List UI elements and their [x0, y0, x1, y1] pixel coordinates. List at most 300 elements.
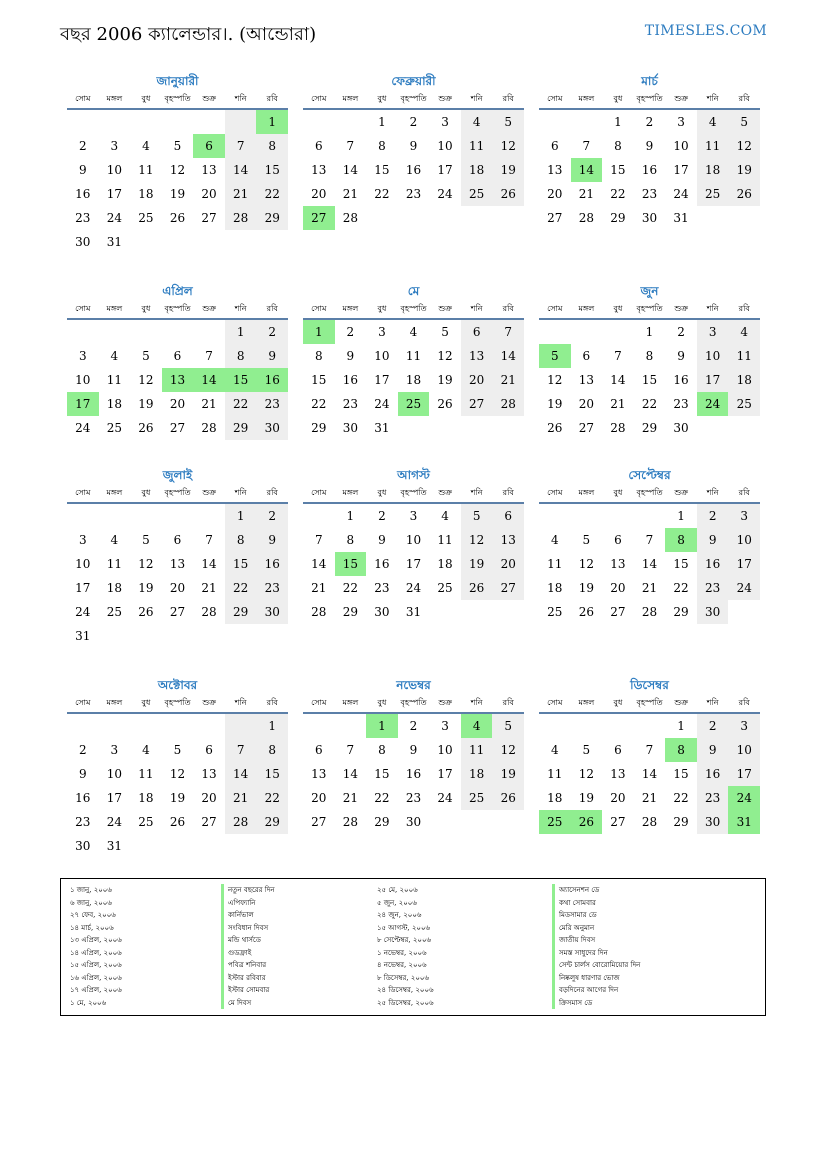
day-cell: 2	[409, 115, 418, 129]
empty-cell	[634, 714, 666, 738]
weekday-label: শুক্র	[438, 487, 452, 497]
day-cell: 20	[201, 187, 217, 201]
legend-entry: ১৪ মার্চ, ২০০৬	[70, 923, 114, 932]
weekday-label: বৃহস্পতি	[636, 487, 663, 497]
day-cell: 21	[492, 368, 524, 392]
day-cell: 26	[169, 815, 186, 829]
legend-dates-col2	[377, 884, 434, 1009]
weekday-label: সোম	[547, 697, 563, 707]
legend-entry: ২৫ ডিসেম্বর, ২০০৬	[377, 998, 434, 1007]
empty-cell	[162, 230, 194, 254]
day-cell: 8	[614, 139, 622, 153]
day-cell: 1	[378, 115, 386, 129]
day-cell: 9	[645, 139, 654, 153]
weekday-label: বৃহস্পতি	[164, 93, 191, 103]
day-cell: 13	[547, 163, 563, 177]
day-cell: 21	[641, 791, 658, 805]
day-cell: 18	[106, 581, 122, 595]
day-cell: 15	[374, 767, 390, 781]
day-cell: 29	[641, 421, 658, 435]
empty-cell	[492, 600, 524, 624]
day-cell: 19	[169, 791, 186, 805]
day-cell: 4	[441, 509, 449, 523]
weekday-label: শুক্র	[438, 303, 452, 313]
weekday-label: বুধ	[377, 93, 387, 103]
empty-cell	[539, 320, 571, 344]
empty-cell	[335, 110, 367, 134]
weekday-label: সোম	[311, 697, 327, 707]
legend-entry: ১৫ আগস্ট, ২০০৬	[377, 923, 431, 932]
legend-entry: ২৭ ফেব, ২০০৬	[70, 911, 116, 919]
legend-entry: মিডসামার ডে	[552, 909, 640, 922]
day-cell: 14	[641, 557, 658, 571]
weekday-label: বৃহস্পতি	[164, 303, 191, 313]
empty-cell	[571, 110, 603, 134]
day-cell: 7	[346, 743, 355, 757]
day-cell: 3	[110, 743, 119, 757]
empty-cell	[130, 504, 162, 528]
weekday-label: সোম	[547, 93, 563, 103]
day-cell: 6	[492, 504, 524, 528]
day-cell: 20	[492, 552, 524, 576]
day-cell: 4	[142, 743, 150, 757]
weekday-label: শনি	[470, 303, 483, 313]
day-cell: 7	[205, 349, 213, 363]
weekday-header	[67, 90, 288, 110]
day-cell: 30	[256, 416, 288, 440]
day-cell: 21	[225, 786, 257, 810]
weekday-label: শনি	[234, 697, 247, 707]
day-cell: 30	[673, 421, 689, 435]
day-cell: 5	[492, 714, 524, 738]
weekday-label: মঙ্গল	[578, 697, 595, 707]
month-12	[539, 676, 760, 834]
empty-cell	[602, 504, 634, 528]
day-cell: 14	[311, 557, 327, 571]
day-cell: 28	[342, 211, 358, 225]
empty-cell	[67, 320, 99, 344]
day-cell: 26	[547, 421, 563, 435]
legend-entry: নতুন বছরের দিন	[221, 884, 275, 897]
weekday-header	[539, 300, 760, 320]
holiday-legend	[60, 878, 766, 1016]
day-cell: 23	[405, 187, 422, 201]
day-cell: 24	[697, 392, 729, 416]
day-cell: 9	[697, 738, 729, 762]
day-cell: 24	[437, 187, 453, 201]
day-cell: 25	[398, 392, 430, 416]
legend-entry: ৮ ডিসেম্বর, ২০০৬	[377, 973, 429, 982]
empty-cell	[303, 714, 335, 738]
day-cell: 6	[614, 533, 622, 547]
day-cell: 23	[697, 786, 729, 810]
day-cell: 11	[138, 767, 154, 781]
day-cell: 12	[728, 134, 760, 158]
empty-cell	[256, 834, 288, 858]
day-cell: 27	[303, 206, 335, 230]
month-11	[303, 676, 524, 834]
day-cell: 10	[437, 139, 453, 153]
day-cell: 27	[547, 211, 563, 225]
day-cell: 30	[342, 421, 358, 435]
day-cell: 6	[550, 139, 559, 153]
day-cell: 5	[142, 349, 150, 363]
day-cell: 3	[728, 504, 760, 528]
day-cell: 29	[342, 605, 358, 619]
day-cell: 19	[547, 397, 563, 411]
day-cell: 17	[405, 557, 422, 571]
empty-cell	[429, 810, 461, 834]
day-cell: 16	[405, 767, 422, 781]
day-cell: 22	[311, 397, 327, 411]
day-cell: 25	[461, 786, 493, 810]
month-4	[67, 282, 288, 440]
empty-cell	[162, 834, 194, 858]
day-cell: 13	[201, 163, 217, 177]
day-cell: 19	[437, 373, 453, 387]
weekday-label: বৃহস্পতি	[400, 487, 427, 497]
empty-cell	[162, 504, 194, 528]
day-cell: 9	[346, 349, 355, 363]
empty-cell	[728, 600, 760, 624]
day-cell: 24	[106, 211, 122, 225]
legend-entry: ১৬ এপ্রিল, ২০০৬	[70, 973, 122, 982]
day-cell: 31	[75, 629, 91, 643]
weekday-label: শুক্র	[674, 697, 688, 707]
weekday-label: বুধ	[613, 697, 623, 707]
day-cell: 17	[673, 163, 689, 177]
day-cell: 3	[677, 115, 685, 129]
day-grid	[539, 504, 760, 624]
legend-entry: ১ নভেম্বর, ২০০৬	[377, 948, 427, 957]
day-cell: 12	[547, 373, 563, 387]
weekday-label: শনি	[706, 93, 719, 103]
empty-cell	[225, 110, 257, 134]
day-cell: 13	[461, 344, 493, 368]
day-cell: 29	[225, 600, 257, 624]
day-cell: 2	[346, 325, 355, 339]
day-cell: 6	[314, 139, 323, 153]
day-cell: 30	[75, 235, 91, 249]
day-cell: 29	[311, 421, 327, 435]
day-cell: 3	[78, 349, 87, 363]
weekday-label: শনি	[706, 697, 719, 707]
day-cell: 2	[256, 504, 288, 528]
weekday-label: মঙ্গল	[106, 487, 123, 497]
day-cell: 7	[645, 743, 654, 757]
empty-cell	[162, 714, 194, 738]
day-cell: 17	[374, 373, 390, 387]
day-cell: 12	[169, 767, 186, 781]
day-cell: 27	[610, 815, 626, 829]
weekday-label: শুক্র	[674, 93, 688, 103]
legend-entry: মন্ডি থার্সডে	[221, 934, 275, 947]
day-cell: 5	[492, 110, 524, 134]
day-cell: 3	[441, 719, 449, 733]
day-cell: 2	[78, 743, 87, 757]
day-cell: 11	[138, 163, 154, 177]
day-cell: 8	[225, 344, 257, 368]
empty-cell	[571, 504, 603, 528]
empty-cell	[67, 714, 99, 738]
month-name: আগস্ট	[397, 468, 430, 482]
empty-cell	[461, 600, 493, 624]
weekday-label: সোম	[75, 697, 91, 707]
site-link[interactable]: TIMESLES.COM	[644, 23, 767, 39]
day-cell: 14	[193, 368, 225, 392]
day-cell: 26	[138, 421, 154, 435]
weekday-label: সোম	[75, 93, 91, 103]
day-cell: 22	[342, 581, 358, 595]
empty-cell	[193, 504, 225, 528]
legend-entry: ইস্টার রবিবার	[221, 972, 275, 985]
month-9	[539, 466, 760, 624]
legend-entry: পবিত্র শনিবার	[221, 959, 275, 972]
day-cell: 16	[342, 373, 358, 387]
day-cell: 20	[547, 187, 563, 201]
day-cell: 22	[374, 187, 390, 201]
empty-cell	[225, 230, 257, 254]
day-cell: 18	[461, 762, 493, 786]
day-cell: 5	[142, 533, 150, 547]
month-name: সেপ্টেম্বর	[628, 468, 671, 482]
day-cell: 10	[728, 528, 760, 552]
day-cell: 13	[610, 557, 626, 571]
month-2	[303, 72, 524, 230]
day-cell: 31	[374, 421, 390, 435]
empty-cell	[366, 206, 398, 230]
empty-cell	[728, 206, 760, 230]
empty-cell	[398, 416, 430, 440]
weekday-label: শুক্র	[674, 303, 688, 313]
day-cell: 21	[225, 182, 257, 206]
empty-cell	[130, 110, 162, 134]
day-grid	[303, 714, 524, 834]
day-cell: 31	[405, 605, 422, 619]
day-cell: 15	[610, 163, 626, 177]
day-cell: 8	[225, 528, 257, 552]
day-cell: 25	[138, 211, 154, 225]
day-cell: 23	[697, 576, 729, 600]
day-cell: 22	[225, 576, 257, 600]
month-name: জুন	[640, 284, 659, 298]
empty-cell	[728, 416, 760, 440]
day-cell: 14	[641, 767, 658, 781]
day-cell: 3	[378, 325, 386, 339]
weekday-label: রবি	[738, 487, 750, 497]
day-cell: 26	[138, 605, 154, 619]
day-cell: 31	[728, 810, 760, 834]
day-cell: 17	[728, 762, 760, 786]
legend-entry: ৬ জানু, ২০০৬	[70, 898, 112, 907]
weekday-label: মঙ্গল	[342, 93, 359, 103]
day-cell: 26	[461, 576, 493, 600]
day-cell: 24	[374, 397, 390, 411]
day-cell: 27	[610, 605, 626, 619]
empty-cell	[539, 110, 571, 134]
day-cell: 23	[641, 187, 658, 201]
day-cell: 9	[677, 349, 685, 363]
day-cell: 5	[582, 743, 591, 757]
weekday-label: শনি	[706, 487, 719, 497]
day-cell: 22	[225, 392, 257, 416]
day-cell: 22	[256, 786, 288, 810]
day-cell: 15	[673, 767, 689, 781]
day-cell: 14	[342, 767, 358, 781]
empty-cell	[461, 810, 493, 834]
day-cell: 14	[225, 158, 257, 182]
day-cell: 26	[578, 605, 594, 619]
day-cell: 4	[728, 320, 760, 344]
empty-cell	[602, 320, 634, 344]
weekday-label: রবি	[502, 697, 514, 707]
empty-cell	[429, 600, 461, 624]
day-cell: 18	[461, 158, 493, 182]
weekday-header	[67, 300, 288, 320]
day-cell: 11	[547, 557, 563, 571]
empty-cell	[130, 320, 162, 344]
weekday-label: রবি	[266, 487, 278, 497]
day-cell: 7	[645, 533, 654, 547]
weekday-label: বৃহস্পতি	[400, 697, 427, 707]
weekday-header	[539, 90, 760, 110]
day-cell: 13	[311, 767, 327, 781]
weekday-header	[67, 694, 288, 714]
day-cell: 7	[205, 533, 213, 547]
legend-entry: কার্নিভাল	[221, 909, 275, 922]
day-cell: 4	[550, 743, 559, 757]
weekday-label: রবি	[266, 93, 278, 103]
day-cell: 11	[405, 349, 422, 363]
empty-cell	[461, 416, 493, 440]
legend-entry: ১ মে, ২০০৬	[70, 998, 107, 1007]
empty-cell	[429, 206, 461, 230]
day-cell: 12	[578, 557, 594, 571]
day-cell: 17	[697, 368, 729, 392]
day-cell: 25	[106, 605, 122, 619]
day-cell: 9	[378, 533, 386, 547]
month-name: মে	[407, 284, 420, 298]
day-cell: 20	[311, 187, 327, 201]
day-cell: 18	[138, 187, 154, 201]
day-cell: 30	[697, 810, 729, 834]
day-cell: 21	[641, 581, 658, 595]
day-cell: 13	[162, 368, 194, 392]
legend-entry: অ্যাসেনশন ডে	[552, 884, 640, 897]
day-cell: 19	[138, 581, 154, 595]
month-name: ফেব্রুয়ারী	[391, 74, 436, 88]
day-cell: 17	[728, 552, 760, 576]
month-name: ডিসেম্বর	[630, 678, 669, 692]
day-cell: 20	[578, 397, 594, 411]
day-cell: 13	[169, 557, 186, 571]
day-cell: 24	[437, 791, 453, 805]
day-cell: 28	[492, 392, 524, 416]
month-5	[303, 282, 524, 440]
empty-cell	[193, 834, 225, 858]
day-cell: 18	[437, 557, 453, 571]
day-cell: 30	[405, 815, 422, 829]
weekday-header	[303, 90, 524, 110]
empty-cell	[130, 230, 162, 254]
day-cell: 26	[169, 211, 186, 225]
day-cell: 19	[492, 158, 524, 182]
month-8	[303, 466, 524, 624]
weekday-label: বুধ	[377, 697, 387, 707]
day-cell: 21	[610, 397, 626, 411]
day-cell: 5	[582, 533, 591, 547]
legend-entry: ৮ সেপ্টেম্বর, ২০০৬	[377, 936, 432, 944]
empty-cell	[256, 624, 288, 648]
day-cell: 27	[578, 421, 594, 435]
day-cell: 29	[610, 211, 626, 225]
weekday-label: শুক্র	[202, 93, 216, 103]
day-cell: 23	[256, 392, 288, 416]
day-cell: 10	[75, 373, 91, 387]
day-cell: 25	[138, 815, 154, 829]
day-cell: 24	[75, 421, 91, 435]
empty-cell	[461, 206, 493, 230]
month-3	[539, 72, 760, 230]
weekday-label: সোম	[311, 303, 327, 313]
day-cell: 16	[75, 791, 91, 805]
weekday-label: শনি	[470, 93, 483, 103]
weekday-label: শুক্র	[674, 487, 688, 497]
empty-cell	[130, 624, 162, 648]
weekday-header	[539, 694, 760, 714]
day-cell: 1	[645, 325, 654, 339]
day-grid	[67, 320, 288, 440]
day-cell: 18	[138, 791, 154, 805]
day-cell: 19	[138, 397, 154, 411]
day-cell: 3	[441, 115, 449, 129]
day-cell: 14	[492, 344, 524, 368]
day-cell: 28	[641, 605, 658, 619]
day-cell: 2	[256, 320, 288, 344]
weekday-label: শুক্র	[202, 303, 216, 313]
weekday-label: বুধ	[141, 303, 151, 313]
day-grid	[539, 320, 760, 440]
page-title: বছর 2006 ক্যালেন্ডার।. (আন্ডোরা)	[60, 24, 317, 45]
weekday-label: সোম	[75, 303, 91, 313]
empty-cell	[99, 110, 131, 134]
weekday-label: মঙ্গল	[578, 93, 595, 103]
day-cell: 24	[405, 581, 422, 595]
day-cell: 8	[346, 533, 355, 547]
day-cell: 20	[169, 397, 186, 411]
empty-cell	[225, 834, 257, 858]
day-cell: 4	[697, 110, 729, 134]
empty-cell	[697, 206, 729, 230]
day-cell: 2	[697, 504, 729, 528]
day-cell: 19	[169, 187, 186, 201]
empty-cell	[492, 810, 524, 834]
empty-cell	[492, 206, 524, 230]
day-cell: 31	[106, 235, 122, 249]
legend-entry: ১৪ এপ্রিল, ২০০৬	[70, 948, 122, 957]
day-cell: 4	[550, 533, 559, 547]
weekday-label: সোম	[547, 487, 563, 497]
month-10	[67, 676, 288, 858]
day-cell: 28	[201, 605, 217, 619]
weekday-label: শনি	[234, 487, 247, 497]
empty-cell	[99, 504, 131, 528]
day-cell: 23	[374, 581, 390, 595]
day-cell: 8	[378, 139, 386, 153]
day-cell: 13	[610, 767, 626, 781]
day-cell: 22	[641, 397, 658, 411]
legend-entry: ২৫ মে, ২০০৬	[377, 886, 418, 894]
